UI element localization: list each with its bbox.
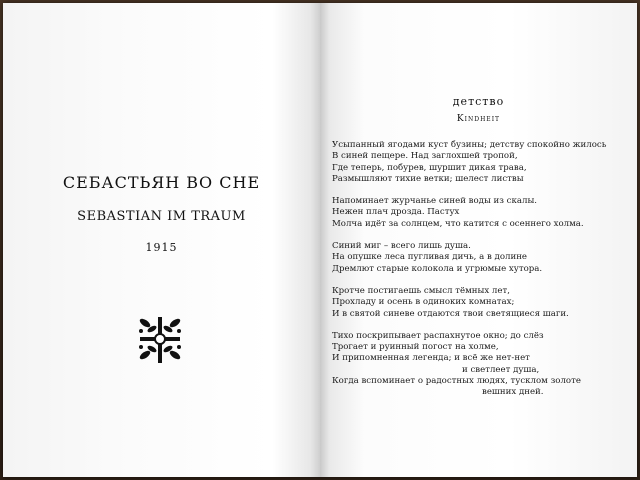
stanza — [332, 140, 632, 185]
poem-line: Синий миг – всего лишь душа. — [332, 241, 471, 252]
left-page — [3, 3, 320, 477]
floral-emblem-icon — [137, 315, 183, 365]
stanza — [332, 331, 632, 399]
poem-line: Где теперь, побурев, шуршит дикая трава, — [332, 162, 527, 173]
poem-line: Напоминает журчанье синей воды из скалы. — [332, 196, 538, 207]
poem-line: Кротче постигаешь смысл тёмных лет, — [332, 285, 510, 296]
poem-subtitle: Kindheit — [456, 114, 501, 124]
poem-body — [332, 140, 632, 410]
book-year: 1915 — [145, 241, 178, 254]
poem-title: детство — [452, 95, 505, 108]
poem-line: Усыпанный ягодами куст бузины; детству спокойно жилось — [332, 140, 607, 150]
book-title-de: SEBASTIAN IM TRAUM — [77, 209, 246, 224]
poem-line: Дремлют старые колокола и угрюмые хутора. — [332, 263, 543, 274]
poem-line: Тихо поскрипывает распахнутое окно; до слёз — [332, 330, 544, 341]
poem-line: И в святой синеве отдаются твои светящиеся шаги. — [332, 308, 569, 319]
poem-line: и светлеет душа, — [462, 364, 540, 375]
poem-line: Размышляют тихие ветки; шелест листвы — [332, 173, 524, 184]
poem-line: Прохладу и осень в одиноких комнатах; — [332, 297, 515, 308]
stanza — [332, 241, 632, 275]
poem-line: Молча идёт за солнцем, что катится с осеннего холма. — [332, 218, 584, 229]
poem-line: И припомненная легенда; и всё же нет-нет — [332, 353, 530, 364]
stanza — [332, 196, 632, 230]
poem-line: В синей пещере. Над заглохшей тропой, — [332, 151, 518, 162]
poem-line: Когда вспоминает о радостных людях, тусклом золоте — [332, 376, 581, 387]
right-page — [320, 3, 637, 477]
poem-line: вешних дней. — [482, 387, 544, 398]
stanza — [332, 286, 632, 320]
poem-line: На опушке леса пугливая дичь, а в долине — [332, 252, 528, 263]
book-title-ru: СЕБАСТЬЯН ВО СНЕ — [62, 173, 261, 192]
poem-line: Трогает и руинный погост на холме, — [332, 342, 499, 353]
open-book — [3, 3, 637, 477]
poem-line: Нежен плач дрозда. Пастух — [332, 207, 460, 218]
